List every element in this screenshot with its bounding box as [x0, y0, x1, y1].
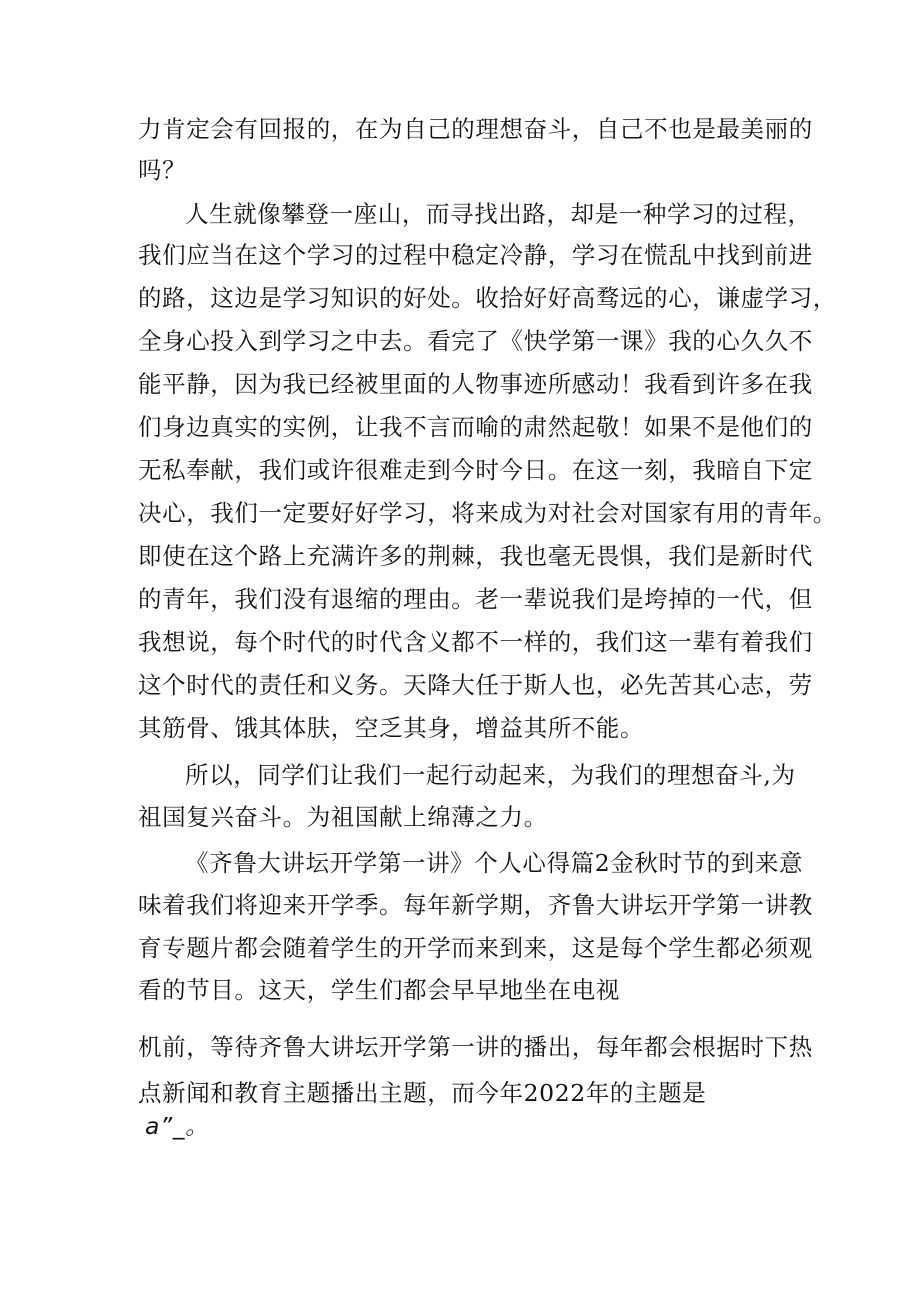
text-line: a”_。 — [145, 1112, 210, 1140]
text-line: 其筋骨、饿其体肤，空乏其身，增益其所不能。 — [138, 714, 645, 742]
text-line: 我想说，每个时代的时代含义都不一样的，我们这一辈有着我们 — [138, 628, 813, 656]
text-line: 能平静，因为我已经被里面的人物事迹所感动！我看到许多在我 — [138, 370, 813, 398]
text-line: 全身心投入到学习之中去。看完了《快学第一课》我的心久久不 — [138, 327, 813, 355]
text-line: 的路，这边是学习知识的好处。收拾好好高骛远的心，谦虚学习， — [138, 284, 837, 312]
text-line: 看的节目。这天，学生们都会早早地坐在电视 — [138, 976, 620, 1004]
text-line: 决心，我们一定要好好学习，将来成为对社会对国家有用的青年。 — [138, 499, 837, 527]
text-line: 祖国复兴奋斗。为祖国献上绵薄之力。 — [138, 803, 548, 831]
text-line: 这个时代的责任和义务。天降大任于斯人也，必先苦其心志，劳 — [138, 671, 813, 699]
text-line: 无私奉献，我们或许很难走到今时今日。在这一刻，我暗自下定 — [138, 456, 813, 484]
text-line: 机前，等待齐鲁大讲坛开学第一讲的播出，每年都会根据时下热 — [138, 1033, 813, 1061]
text-line: 《齐鲁大讲坛开学第一讲》个人心得篇2金秋时节的到来意 — [185, 849, 804, 877]
text-line: 人生就像攀登一座山，而寻找出路，却是一种学习的过程， — [185, 200, 812, 228]
text-line: 所以，同学们让我们一起行动起来，为我们的理想奋斗,为 — [185, 761, 796, 789]
text-line: 吗？ — [138, 156, 187, 184]
text-line: 我们应当在这个学习的过程中稳定冷静，学习在慌乱中找到前进 — [138, 241, 813, 269]
text-line: 即使在这个路上充满许多的荆棘，我也毫无畏惧，我们是新时代 — [138, 542, 813, 570]
text-line: 们身边真实的实例，让我不言而喻的肃然起敬！如果不是他们的 — [138, 413, 813, 441]
text-line: 育专题片都会随着学生的开学而来到来，这是每个学生都必须观 — [138, 934, 813, 962]
text-line: 的青年，我们没有退缩的理由。老一辈说我们是垮掉的一代，但 — [138, 585, 813, 613]
text-line: 味着我们将迎来开学季。每年新学期，齐鲁大讲坛开学第一讲教 — [138, 891, 813, 919]
text-line: 力肯定会有回报的，在为自己的理想奋斗，自己不也是最美丽的 — [138, 115, 813, 143]
text-line: 点新闻和教育主题播出主题，而今年2022年的主题是 — [138, 1079, 707, 1107]
